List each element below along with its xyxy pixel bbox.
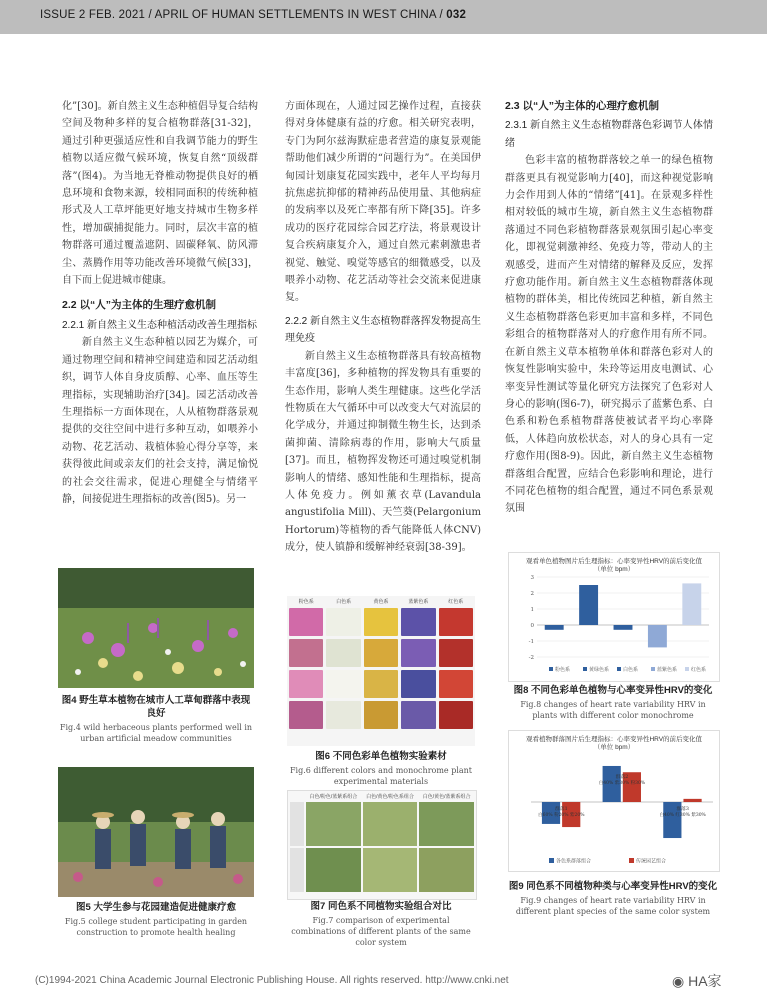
fig7-combination-table bbox=[287, 790, 477, 900]
fig5-caption-en: Fig.5 college student participating in garden construction to promote health healing bbox=[64, 917, 248, 937]
bar bbox=[579, 585, 598, 625]
legend-label: 蓝紫色系 bbox=[657, 667, 678, 673]
wechat-icon: ◉ bbox=[672, 973, 685, 989]
legend-swatch bbox=[651, 667, 655, 671]
legend-label: 白色系 bbox=[623, 667, 639, 673]
fig6-photo bbox=[289, 701, 323, 729]
fig6-photo bbox=[326, 701, 360, 729]
fig6-photo bbox=[326, 608, 360, 636]
fig6-header-pink: 粉色系 bbox=[298, 599, 314, 605]
fig5-caption-cn: 图5 大学生参与花园建造促进健康疗愈 bbox=[76, 902, 236, 913]
section-2-2-2-heading: 2.2.2 新自然主义生态植物群落挥发物提高生理免疫 bbox=[285, 315, 481, 345]
section-2-2-1-heading: 2.2.1 新自然主义生态种植活动改善生理指标 bbox=[62, 319, 258, 331]
fig6-photo bbox=[401, 701, 435, 729]
fig7-caption-en: Fig.7 comparison of experimental combinations of different plants of the same color system bbox=[291, 916, 471, 947]
fig7-photo bbox=[363, 802, 418, 846]
data-label: 白60% 粉20% 紫20% bbox=[538, 813, 585, 818]
issue-label: ISSUE 2 FEB. 2021 bbox=[40, 9, 146, 21]
tick-label: 0 bbox=[530, 623, 534, 629]
fig6-caption bbox=[287, 750, 475, 787]
fig7-photo bbox=[363, 848, 418, 892]
fig5-students-photo bbox=[58, 767, 254, 897]
copyright-text: (C)1994-2021 China Academic Journal Electronic Publishing House. All rights reserved. http://www.cnki.net bbox=[35, 975, 509, 986]
fig6-header-red: 红色系 bbox=[448, 599, 464, 605]
bar bbox=[682, 583, 701, 625]
fig6-photo bbox=[364, 608, 398, 636]
fig8-caption-en: Fig.8 changes of heart rate variability HRV in plants with different color monochrome bbox=[520, 700, 706, 720]
watermark-logo bbox=[672, 971, 722, 991]
page-number: 032 bbox=[446, 9, 467, 21]
fig6-caption-cn: 图6 不同色彩单色植物实验素材 bbox=[315, 751, 447, 762]
fig6-photo bbox=[439, 670, 473, 698]
fig6-photo bbox=[364, 701, 398, 729]
tick-label: 2 bbox=[530, 591, 534, 597]
tick-label: -1 bbox=[528, 639, 534, 645]
fig7-row-label bbox=[290, 802, 304, 846]
category-label: 群落2 bbox=[615, 775, 629, 780]
tick-label: 1 bbox=[530, 607, 534, 613]
category-label: 群落1 bbox=[555, 807, 568, 812]
bar bbox=[545, 625, 564, 630]
fig4-caption-cn: 图4 野生草本植物在城市人工草甸群落中表现良好 bbox=[61, 695, 251, 719]
fig8-chart-title: 观看单色植物图片后生理指标：心率变异性HRV的前后变化值 bbox=[525, 558, 703, 565]
legend-swatch bbox=[549, 858, 554, 863]
fig4-caption-en: Fig.4 wild herbaceous plants performed well in urban artificial meadow communities bbox=[59, 723, 253, 743]
fig7-photo bbox=[419, 848, 474, 892]
tick-label: -2 bbox=[528, 655, 534, 661]
fig8-caption bbox=[508, 684, 718, 721]
fig6-photo bbox=[401, 639, 435, 667]
fig7-photo bbox=[306, 848, 361, 892]
col1-paragraph-2: 新自然主义生态种植以园艺为媒介，可通过物理空间和精神空间建造和园艺活动组织，调节人体自身皮质醇、心率、血压等生理指标，实现辅助治疗[34]。园艺活动改善生理指标一方面体现在，人从植物群落景观提供的交往空间中进行多种互动，如喂养小动物、花艺活动、栽植体验心得分享等，来获得彼此间或亲友们的社会支持，满足愉悦的社会交往需求，促进心理健全与情绪平静，间接促进生理指标的改善(图5)。另一 bbox=[62, 337, 258, 505]
legend-swatch bbox=[549, 667, 553, 671]
section-2-2-heading: 2.2 以“人”为主体的生理疗愈机制 bbox=[62, 299, 217, 312]
fig6-photo bbox=[289, 639, 323, 667]
col2-paragraph-1: 方面体现在，人通过园艺操作过程，直接获得对身体健康有益的疗愈。相关研究表明，专门为阿尔兹海默症患者营造的康复景观能帮助他们减少所谓的“问题行为”。在美国伊甸园计划康复花园实践中，老年人平均每月抗焦虑抗抑郁的精神药品使用量、其他病症的发病率以及死亡率都有所下降[35]。许多成功的医疗花园综合园艺疗法，将景观设计复合疾病康复介入，通过自然元素刺激患者视觉、触觉、嗅觉等感官的细微感受，以及喂养小动物、花艺活动等社会交流来促进康复。 bbox=[285, 101, 481, 304]
col2-paragraph-2: 新自然主义生态植物群落具有较高植物丰富度[36]，多种植物的挥发物具有重要的生态作用，影响人类生理健康。这些化学活性物质在大气循环中可以改变大气对流层的化学成分，并通过抑制微生物生长，达到杀菌抑菌、清除病毒的作用，影响大气质量[37]。而且，植物挥发物还可通过嗅觉机制影响人的情绪、感知性能和生理指标，提高人体免疫力。例如薰衣草(Lavandula angustifolia Mill)、天竺葵(Pelargonium Hortorum)等植物的香气能降低人体CNV)成分，使人镇静和缓解神经衰弱[38-39]。 bbox=[285, 350, 481, 554]
col3-paragraph-1: 色彩丰富的植物群落较之单一的绿色植物群落更具有视觉影响力[40]，而这种视觉影响力会作用到人体的“情绪”[41]。在景观多样性相对较低的城市生境，新自然主义生态植物群落通过不同色彩植物群落景观氛围引起心率变化，即视觉刺激神经、免疫力等，带动人的主观感受，进而产生对情绪的解释及反应，发挥疗愈功能作用。新自然主义生态植物群落体现植物的群体美，相比传统园艺种植，新自然主义生态植物群落色彩更加丰富和多样，不同色彩组合的植物群落对人的疗愈作用有所不同。在新自然主义草本植物单体和群落色彩对人的恢复性影响实验中，朱玲等运用皮电测试、心率变异性测试等量化研究方法探究了色彩对人身心的影响(图6-7)，研究揭示了蓝紫色系、白色系和粉色系植物群落使被试者平均心率降低，人体趋向放松状态，对人的身心具有一定疗愈作用(图8-9)。因此，新自然主义生态植物群落组合配置，应结合色彩影响和理论，进行不同花色植物的组合配置，通过不同色系景观氛围 bbox=[505, 155, 713, 515]
legend-label: 传统园艺组合 bbox=[636, 858, 667, 865]
fig6-header-white: 白色系 bbox=[336, 599, 352, 605]
fig4-meadow-photo bbox=[58, 568, 254, 688]
header-text: ISSUE 2 FEB. 2021 / APRIL OF HUMAN SETTLEMENTS IN WEST CHINA / 032 bbox=[40, 9, 467, 21]
bar bbox=[614, 625, 633, 630]
fig6-photo bbox=[289, 670, 323, 698]
fig9-caption bbox=[508, 880, 718, 917]
fig7-caption-cn: 图7 同色系不同植物实验组合对比 bbox=[310, 901, 452, 912]
fig7-caption bbox=[287, 900, 475, 948]
fig8-chart bbox=[508, 552, 720, 682]
fig9-caption-cn: 图9 同色系不同植物种类与心率变异性HRV的变化 bbox=[508, 881, 718, 892]
fig6-photo bbox=[326, 639, 360, 667]
legend-swatch bbox=[629, 858, 634, 863]
fig6-header-blue-purple: 蓝紫色系 bbox=[408, 599, 429, 605]
fig4-caption bbox=[58, 694, 254, 744]
legend-swatch bbox=[685, 667, 689, 671]
column-2 bbox=[285, 98, 481, 557]
fig8-chart-subtitle: （单位 bpm） bbox=[593, 566, 635, 573]
fig8-legend bbox=[549, 666, 706, 673]
fig6-plant-grid bbox=[287, 596, 475, 746]
legend-label: 黄绿色系 bbox=[589, 667, 610, 673]
page-header bbox=[0, 0, 767, 34]
fig7-photo bbox=[419, 802, 474, 846]
fig7-photo bbox=[306, 802, 361, 846]
fig7-header-3: 白色/黄色/蓝紫系组合 bbox=[422, 794, 471, 800]
fig9-caption-en: Fig.9 changes of heart rate variability HRV in different plant species of the same color system bbox=[515, 896, 711, 916]
fig6-photo bbox=[364, 670, 398, 698]
fig6-caption-en: Fig.6 different colors and monochrome plant experimental materials bbox=[289, 766, 473, 786]
fig6-photo bbox=[289, 608, 323, 636]
legend-label: 红色系 bbox=[691, 667, 707, 673]
column-3 bbox=[505, 98, 713, 518]
fig6-photo bbox=[439, 608, 473, 636]
watermark-text: HA家 bbox=[688, 973, 722, 989]
fig7-header-1: 白色/粉色/蓝紫系组合 bbox=[309, 794, 358, 800]
fig6-header-yellow: 黄色系 bbox=[373, 599, 389, 605]
fig6-photo bbox=[439, 701, 473, 729]
bar bbox=[648, 625, 667, 647]
fig9-legend bbox=[549, 858, 666, 865]
category-label: 群落3 bbox=[676, 807, 689, 812]
fig7-header-2: 白色/黄色/粉色系组合 bbox=[366, 794, 414, 800]
legend-swatch bbox=[583, 667, 587, 671]
fig6-photo bbox=[401, 670, 435, 698]
fig6-photo bbox=[401, 608, 435, 636]
fig6-photo bbox=[326, 670, 360, 698]
legend-label: 各色系群落组合 bbox=[556, 858, 592, 865]
data-label: 白40% 红30% 紫30% bbox=[659, 813, 706, 818]
journal-name: APRIL OF HUMAN SETTLEMENTS IN WEST CHINA bbox=[154, 9, 437, 21]
column-1 bbox=[62, 98, 258, 508]
fig6-photo bbox=[439, 639, 473, 667]
section-2-3-1-heading: 2.3.1 新自然主义生态植物群落色彩调节人体情绪 bbox=[505, 120, 713, 149]
legend-swatch bbox=[617, 667, 621, 671]
data-label: 白40% 紫30% 粉30% bbox=[598, 781, 646, 786]
section-2-3-heading: 2.3 以“人”为主体的心理疗愈机制 bbox=[505, 100, 660, 112]
fig9-chart-subtitle: （单位 bpm） bbox=[593, 744, 635, 751]
col1-paragraph-1: 化”[30]。新自然主义生态种植倡导复合结构空间及物种多样的复合植物群落[31-32]，通过引种更强适应性和自我调节能力的野生植物以适应微气候环境，恢复自然“顶级群落”(图4)。为当地无脊椎动物提供良好的栖息环境和食物来源，较相同面积的传统种植形式及人工草坪能更好地支持城市生物多样性，增加碳捕捉能力。同时，层次丰富的植物群落可通过覆盖遮阴、固碳释氧、防风滞尘、蒸腾作用等功能改善环境微气候[33]，自下而上促进城市健康。 bbox=[62, 101, 258, 287]
fig9-chart bbox=[508, 730, 720, 872]
legend-label: 粉色系 bbox=[555, 667, 571, 673]
fig6-photo bbox=[364, 639, 398, 667]
fig8-axes bbox=[529, 575, 709, 661]
bar bbox=[683, 799, 701, 802]
fig8-caption-cn: 图8 不同色彩单色植物与心率变异性HRV的变化 bbox=[513, 685, 713, 696]
fig5-caption bbox=[58, 901, 254, 938]
tick-label: 3 bbox=[530, 575, 534, 581]
fig9-chart-title: 观看植物群落图片后生理指标：心率变异性HRV的前后变化值 bbox=[525, 736, 703, 743]
fig7-row-label bbox=[290, 848, 304, 892]
